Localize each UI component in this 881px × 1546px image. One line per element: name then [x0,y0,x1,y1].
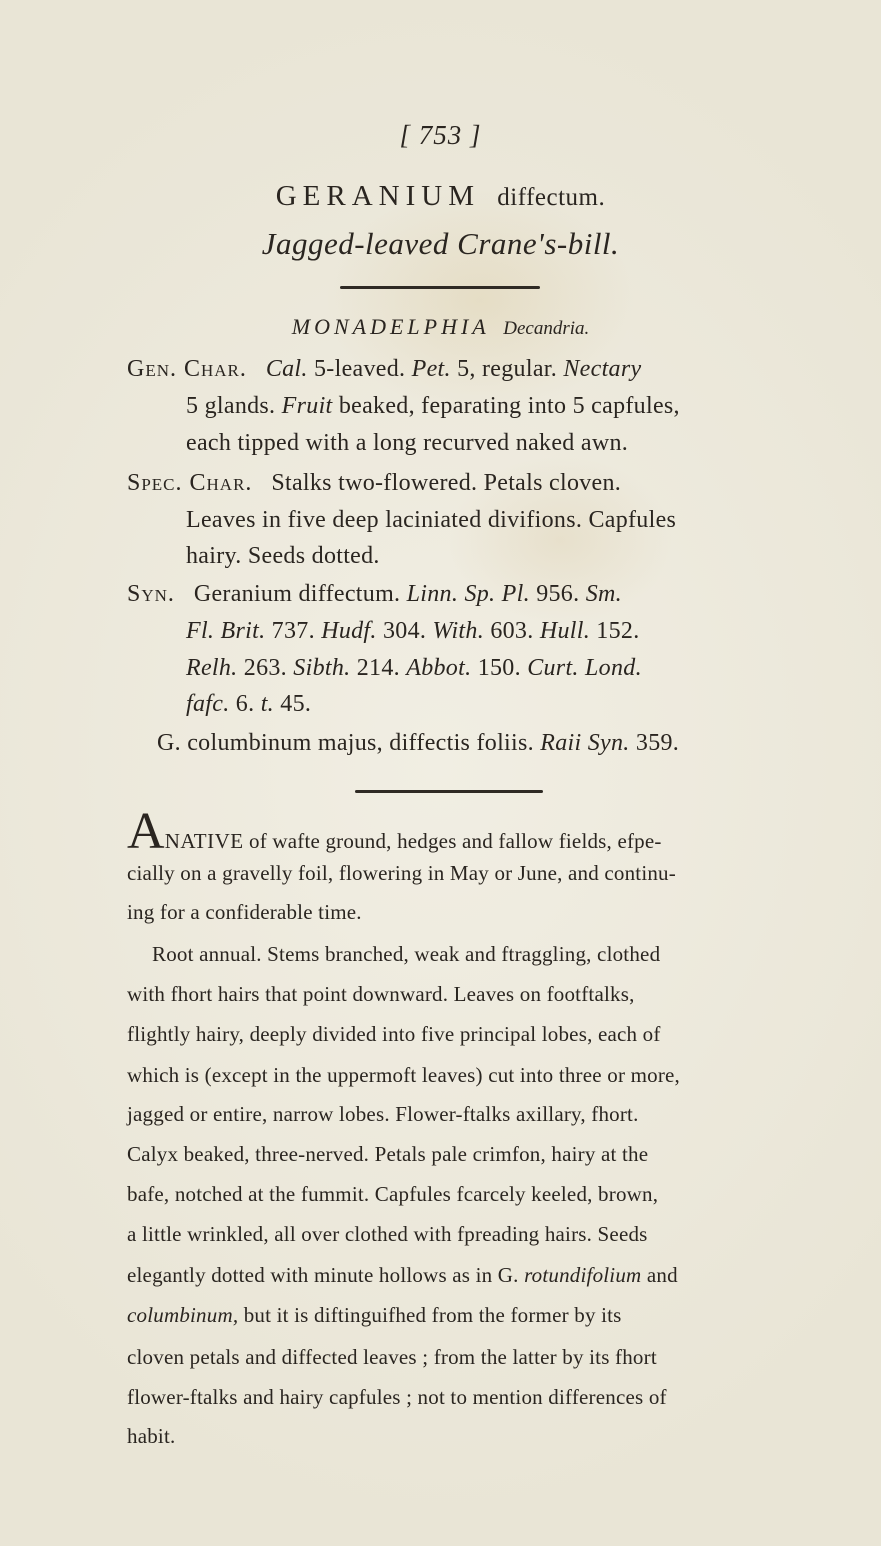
spec-char-line-1 [127,470,621,497]
order-name: Decandria. [503,318,590,339]
syn-text: 6. [229,691,261,717]
syn-text: 150. [471,655,528,681]
syn-text: 737. [265,618,322,644]
syn-text: 214. [350,655,407,681]
description-line-8: jagged or entire, narrow lobes. Flower-ftalks axillary, fhort. [127,1102,639,1126]
description-line-11: a little wrinkled, all over clothed with fpreading hairs. Seeds [127,1222,648,1246]
description-text: elegantly dotted with minute hollows as in G. [127,1263,525,1287]
description-text: of wafte ground, hedges and fallow fields, efpe- [243,829,662,853]
syn-text: Abbot. [406,655,472,681]
syn-line-3 [186,655,642,682]
syn-text: 603. [484,618,540,644]
spec-char-line-2: Leaves in five deep laciniated divifions. Capfules [186,507,677,533]
syn-text: With. [432,618,485,644]
gen-char-text: Fruit [281,393,333,419]
description-text: rotundifolium [524,1263,642,1287]
syn-text: 45. [273,691,312,717]
description-line-6: flightly hairy, deeply divided into five principal lobes, each of [127,1022,661,1046]
spec-char-line-3: hairy. Seeds dotted. [186,543,380,569]
page-title [0,180,881,213]
description-line-16: habit. [127,1424,176,1448]
description-line-12 [127,1263,678,1288]
syn-text: Hull. [539,618,590,644]
syn-text: G. columbinum majus, diffectis foliis. [157,730,541,756]
description-line-14: cloven petals and diffected leaves ; from the latter by its fhort [127,1345,657,1369]
syn-text: Geranium diffectum. [193,581,407,607]
gen-char-text: 5, regular. [450,356,564,382]
description-line-3: ing for a confiderable time. [127,900,362,924]
syn-text: 263. [237,655,294,681]
syn-text: Linn. Sp. Pl. [406,581,530,607]
syn-text: Fl. Brit. [186,618,266,644]
drop-cap: A [127,803,165,860]
syn-text: Hudf. [321,618,377,644]
gen-char-text: Nectary [563,356,642,382]
gen-char-text: 5-leaved. [307,356,412,382]
gen-char-line-1 [127,356,641,383]
page-number: [ 753 ] [399,120,482,150]
syn-text: Curt. Lond. [527,655,642,681]
spec-char-text: Stalks two-flowered. Petals cloven. [271,470,622,496]
syn-text: 359. [629,730,680,756]
syn-text: t. [260,691,274,717]
syn-label: Syn. [127,581,175,607]
genus-name: GERANIUM [275,180,481,212]
syn-text: Raii Syn. [540,730,630,756]
syn-line-4 [186,691,311,718]
description-line-4: Root annual. Stems branched, weak and ftraggling, clothed [152,942,661,966]
description-line-1 [127,803,662,860]
species-name: diffectum. [497,184,606,211]
description-line-13 [127,1303,622,1328]
syn-text: Relh. [186,655,238,681]
syn-text: fafc. [186,691,230,717]
gen-char-line-3: each tipped with a long recurved naked awn. [186,430,629,456]
gen-char-text: Pet. [411,356,451,382]
gen-char-label: Gen. Char. [127,356,247,382]
divider-top [340,286,540,289]
description-line-10: bafe, notched at the fummit. Capfules fcarcely keeled, brown, [127,1182,659,1206]
divider-bottom [355,790,543,793]
spec-char-label: Spec. Char. [127,470,253,496]
description-line-9: Calyx beaked, three-nerved. Petals pale crimfon, hairy at the [127,1142,649,1166]
description-line-2: cially on a gravelly foil, flowering in May or June, and continu- [127,861,676,885]
description-text: NATIVE [164,829,244,853]
syn-line-5 [157,730,679,757]
description-text: and [641,1263,678,1287]
syn-line-2 [186,618,640,645]
syn-text: Sm. [585,581,622,607]
syn-text: 956. [529,581,586,607]
description-line-5: with fhort hairs that point downward. Leaves on footftalks, [127,982,635,1006]
common-name: Jagged-leaved Crane's-bill. [261,226,620,261]
syn-text: 304. [376,618,433,644]
description-line-15: flower-ftalks and hairy capfules ; not to mention differences of [127,1385,667,1409]
gen-char-text: 5 glands. [186,393,282,419]
description-text: but it is diftinguifhed from the former by its [238,1303,622,1327]
gen-char-text: Cal. [265,356,308,382]
syn-line-1 [127,581,622,608]
classification [0,314,881,340]
description-text: columbinum, [127,1303,239,1327]
gen-char-line-2 [186,393,680,420]
syn-text: 152. [590,618,640,644]
description-line-7: which is (except in the uppermoft leaves) cut into three or more, [127,1063,680,1087]
class-name: MONADELPHIA [291,314,490,339]
syn-text: Sibth. [293,655,351,681]
gen-char-text: beaked, feparating into 5 capfules, [332,393,680,419]
